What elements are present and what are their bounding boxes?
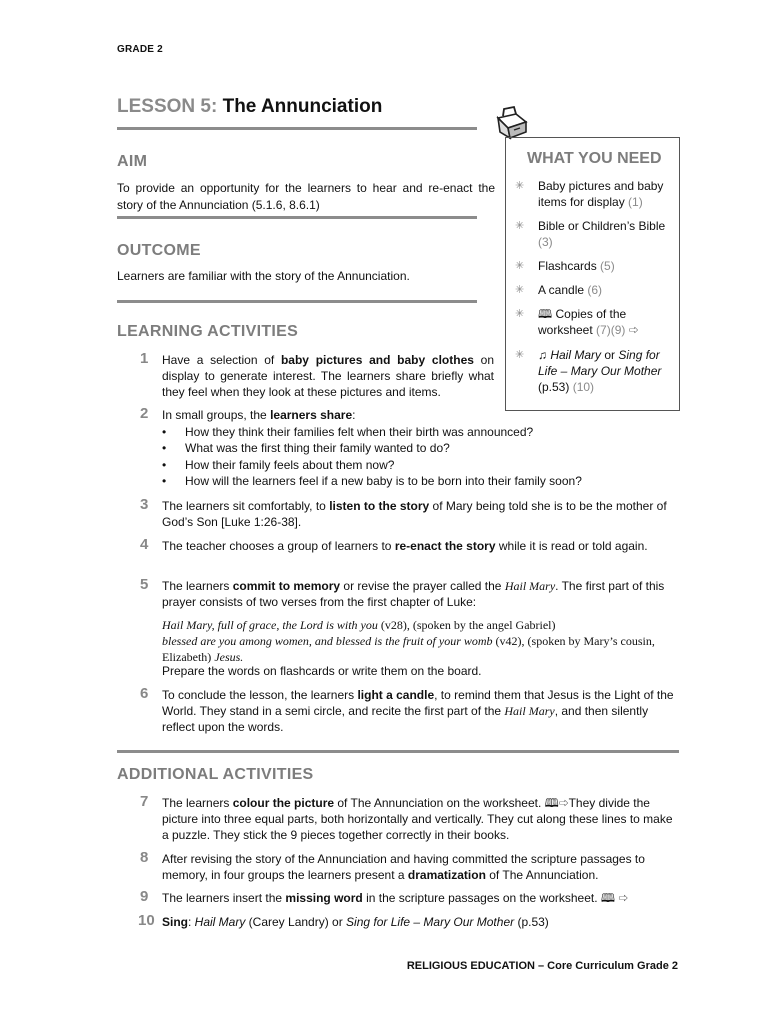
open-book-icon: 🕮: [600, 891, 616, 905]
star-icon: ✳: [515, 220, 525, 232]
activity-10: Sing: Hail Mary (Carey Landry) or Sing for Life – Mary Our Mother (p.53): [162, 915, 549, 929]
right-arrow-icon: ⇨: [628, 323, 639, 337]
outcome-text: Learners are familiar with the story of the Annunciation.: [117, 269, 410, 283]
divider: [117, 127, 477, 130]
footer: RELIGIOUS EDUCATION – Core Curriculum Grade 2: [406, 960, 678, 972]
activity-7: The learners colour the picture of The Annunciation on the worksheet. 🕮⇨They divide the picture into three equal parts, both horizontally and vertically. They cut along these lines to make a puzzle. They stick the 9 pieces together correctly in their books.: [162, 796, 673, 842]
activity-number: 1: [140, 350, 149, 367]
need-item: Baby pictures and baby items for display (1): [538, 179, 664, 209]
divider: [117, 216, 477, 219]
activity-1: Have a selection of baby pictures and baby clothes on display to generate interest. The learners share briefly what they feel when they look at these pictures and items.: [162, 353, 494, 399]
activity-5: The learners commit to memory or revise the prayer called the Hail Mary. The first part of this prayer consists of two verses from the first chapter of Luke:: [162, 579, 665, 609]
activity-4: The teacher chooses a group of learners to re-enact the story while it is read or told again.: [162, 539, 648, 553]
open-book-icon: 🕮: [538, 307, 553, 321]
activity-9: The learners insert the missing word in the scripture passages on the worksheet. 🕮 ⇨: [162, 891, 629, 905]
right-arrow-icon: ⇨: [618, 891, 629, 905]
grade-label: GRADE 2: [117, 44, 163, 55]
lesson-name: The Annunciation: [222, 96, 383, 117]
star-icon: ✳: [515, 349, 525, 361]
activity-2: In small groups, the learners share:: [162, 408, 356, 422]
need-item: Flashcards (5): [538, 259, 615, 273]
aim-heading: AIM: [117, 153, 148, 170]
what-you-need-heading: WHAT YOU NEED: [527, 150, 662, 167]
toolbox-icon: [494, 104, 530, 140]
activity-6: To conclude the lesson, the learners light a candle, to remind them that Jesus is the Light of the World. They stand in a semi circle, and recite the first part of the Hail Mary, and then silently reflect upon the words.: [162, 688, 674, 734]
divider: [117, 300, 477, 303]
additional-activities-heading: ADDITIONAL ACTIVITIES: [117, 766, 314, 783]
activity-number: 10: [138, 912, 155, 929]
activity-number: 8: [140, 849, 149, 866]
activity-number: 6: [140, 685, 149, 702]
need-item: ♫ Hail Mary or Sing for Life – Mary Our Mother (p.53) (10): [538, 348, 662, 394]
learning-activities-heading: LEARNING ACTIVITIES: [117, 323, 299, 340]
scripture-verses: Hail Mary, full of grace, the Lord is with you (v28), (spoken by the angel Gabriel) blessed are you among women, and blessed is the fruit of your womb (v42), (spoken by Mary’s cousin, Elizabeth) Jesus.: [162, 618, 655, 664]
activity-number: 7: [140, 793, 149, 810]
activity-number: 5: [140, 576, 149, 593]
activity-3: The learners sit comfortably, to listen to the story of Mary being told she is to be the mother of God’s Son [Luke 1:26-38].: [162, 499, 667, 529]
star-icon: ✳: [515, 260, 525, 272]
lesson-number: LESSON 5:: [117, 96, 218, 117]
need-item: A candle (6): [538, 283, 603, 297]
bullet-item: • How will the learners feel if a new baby is to be born into their family soon?: [162, 474, 582, 488]
activity-8: After revising the story of the Annunciation and having committed the scripture passages to memory, in four groups the learners present a dramatization of The Annunciation.: [162, 852, 645, 882]
activity-number: 9: [140, 888, 149, 905]
lesson-title: [117, 96, 382, 118]
activity-number: 4: [140, 536, 149, 553]
star-icon: ✳: [515, 180, 525, 192]
right-arrow-icon: ⇨: [558, 796, 569, 810]
need-item: Bible or Children’s Bible (3): [538, 219, 666, 249]
star-icon: ✳: [515, 308, 525, 320]
prepare-note: Prepare the words on flashcards or write them on the board.: [162, 664, 482, 678]
activity-number: 3: [140, 496, 149, 513]
activity-number: 2: [140, 405, 149, 422]
star-icon: ✳: [515, 284, 525, 296]
bullet-item: • What was the first thing their family wanted to do?: [162, 441, 450, 455]
outcome-heading: OUTCOME: [117, 242, 201, 259]
divider: [117, 750, 679, 753]
need-item: 🕮 Copies of the worksheet (7)(9) ⇨: [538, 307, 639, 337]
aim-text: To provide an opportunity for the learners to hear and re-enact the story of the Annunciation (5.1.6, 8.6.1): [117, 181, 495, 212]
open-book-icon: 🕮: [544, 796, 559, 810]
bullet-item: • How they think their families felt when their birth was announced?: [162, 425, 534, 439]
music-note-icon: ♫: [538, 348, 547, 362]
bullet-item: • How their family feels about them now?: [162, 458, 395, 472]
